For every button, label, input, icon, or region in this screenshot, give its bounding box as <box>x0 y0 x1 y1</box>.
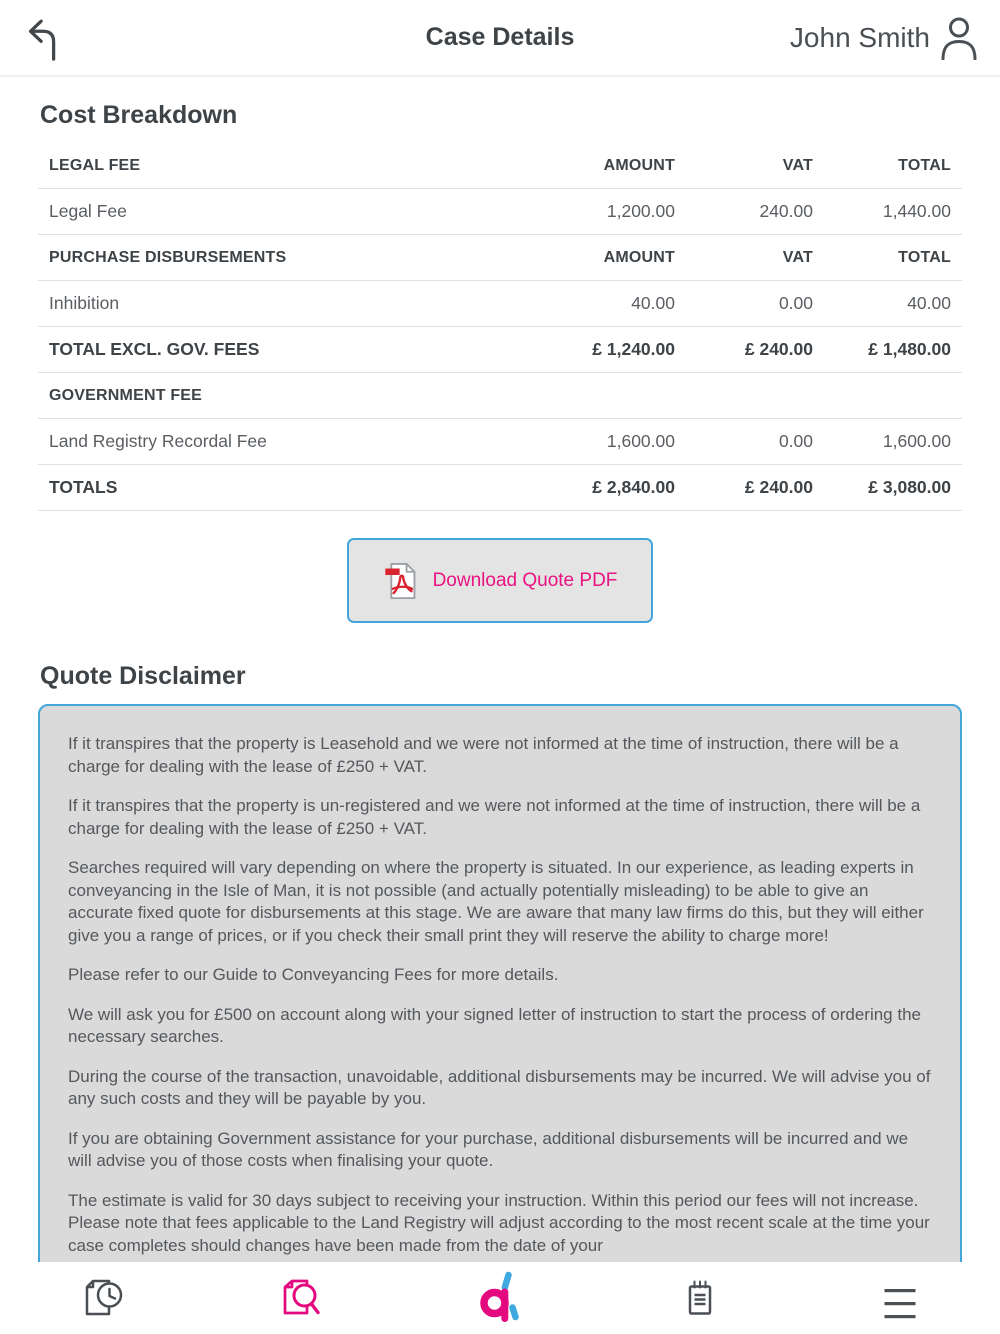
disclaimer-paragraph: Please refer to our Guide to Conveyancing Fees for more details. <box>68 965 559 984</box>
table-header-legal-fee <box>38 143 962 189</box>
row-vat: 0.00 <box>778 431 813 451</box>
document-search-icon <box>275 1274 325 1322</box>
row-label: Land Registry Recordal Fee <box>49 431 267 451</box>
nav-search-quotes-button[interactable] <box>274 1272 326 1324</box>
section-title: GOVERNMENT FEE <box>49 386 203 404</box>
col-total: TOTAL <box>898 248 951 266</box>
row-total: 40.00 <box>907 293 951 313</box>
disclaimer-paragraph: Searches required will vary depending on where the property is situated. In our experience, as leading experts in conveyancing in the Isle of Man, it is not possible (and actually potentially misleading) to be able to give an accurate fixed quote for disbursements at this stage. We are aware that many law firms do this, but they will either give you a range of prices, or if you check their small print they will reserve the ability to charge more! <box>68 858 924 945</box>
back-arrow-icon <box>22 13 66 63</box>
cost-breakdown-table <box>38 143 962 511</box>
hamburger-menu-icon <box>876 1274 924 1322</box>
disclaimer-paragraph: If it transpires that the property is un-registered and we were not informed at the time of instruction, there will be a charge for dealing with the lease of £250 + VAT. <box>68 796 921 838</box>
row-amount: £ 1,240.00 <box>592 339 675 359</box>
back-button[interactable] <box>22 13 66 63</box>
table-row-total-excl-gov-fees <box>38 327 962 373</box>
col-vat: VAT <box>782 156 813 174</box>
bottom-navigation <box>0 1262 1000 1334</box>
row-vat: £ 240.00 <box>744 339 813 359</box>
nav-notes-button[interactable] <box>674 1272 726 1324</box>
row-amount: £ 2,840.00 <box>592 477 675 497</box>
brand-q-logo-icon <box>479 1271 521 1325</box>
row-label: Legal Fee <box>49 201 127 221</box>
pdf-file-icon <box>383 560 420 602</box>
row-label: TOTALS <box>49 477 118 497</box>
row-vat: £ 240.00 <box>744 477 813 497</box>
row-label: TOTAL EXCL. GOV. FEES <box>49 339 260 359</box>
row-vat: 240.00 <box>759 201 813 221</box>
row-total: £ 1,480.00 <box>868 339 951 359</box>
main-content <box>0 101 1000 1304</box>
row-amount: 1,200.00 <box>606 201 675 221</box>
notepad-icon <box>675 1274 725 1322</box>
user-menu[interactable] <box>790 16 978 60</box>
quote-disclaimer-heading: Quote Disclaimer <box>40 662 246 690</box>
row-amount: 1,600.00 <box>606 431 675 451</box>
person-icon <box>938 16 978 60</box>
document-clock-icon <box>75 1274 125 1322</box>
table-row-legal-fee <box>38 189 962 235</box>
row-total: 1,600.00 <box>882 431 951 451</box>
row-total: £ 3,080.00 <box>868 477 951 497</box>
nav-home-logo-button[interactable] <box>474 1272 526 1324</box>
user-name: John Smith <box>789 21 930 53</box>
disclaimer-paragraph: We will ask you for £500 on account along with your signed letter of instruction to start the process of ordering the necessary searches. <box>68 1004 921 1046</box>
table-row-inhibition <box>38 281 962 327</box>
table-header-purchase-disbursements <box>38 235 962 281</box>
row-label: Inhibition <box>49 293 120 313</box>
page-title: Case Details <box>425 23 575 51</box>
top-bar <box>0 0 1000 77</box>
col-vat: VAT <box>782 248 813 266</box>
section-title: PURCHASE DISBURSEMENTS <box>49 248 287 266</box>
disclaimer-paragraph: If you are obtaining Government assistance for your purchase, additional disbursements will be incurred and we will advise you of those costs when finalising your quote. <box>68 1128 909 1170</box>
row-amount: 40.00 <box>631 293 675 313</box>
table-row-land-registry-recordal-fee <box>38 419 962 465</box>
quote-disclaimer-box[interactable] <box>38 704 962 1304</box>
col-amount: AMOUNT <box>603 156 675 174</box>
disclaimer-paragraph: During the course of the transaction, unavoidable, additional disbursements may be incurred. We will advise you of any such costs and they will be payable by you. <box>68 1066 931 1108</box>
table-header-government-fee <box>38 373 962 419</box>
section-title: LEGAL FEE <box>49 156 141 174</box>
disclaimer-paragraph: If it transpires that the property is Leasehold and we were not informed at the time of instruction, there will be a charge for dealing with the lease of £250 + VAT. <box>68 734 899 776</box>
nav-cases-history-button[interactable] <box>74 1272 126 1324</box>
cost-breakdown-heading: Cost Breakdown <box>40 101 238 129</box>
row-total: 1,440.00 <box>882 201 951 221</box>
disclaimer-paragraph: The estimate is valid for 30 days subject to receiving your instruction. Within this period our fees will not increase. Please note that fees applicable to the Land Registry will adjust according to the most recent scale at the time your case completes should changes have been made from the date of your <box>68 1190 930 1255</box>
table-row-totals <box>38 465 962 511</box>
download-quote-pdf-label: Download Quote PDF <box>432 569 618 591</box>
download-quote-pdf-button[interactable] <box>347 538 653 623</box>
nav-menu-button[interactable] <box>874 1272 926 1324</box>
col-amount: AMOUNT <box>603 248 675 266</box>
col-total: TOTAL <box>898 156 951 174</box>
row-vat: 0.00 <box>778 293 813 313</box>
